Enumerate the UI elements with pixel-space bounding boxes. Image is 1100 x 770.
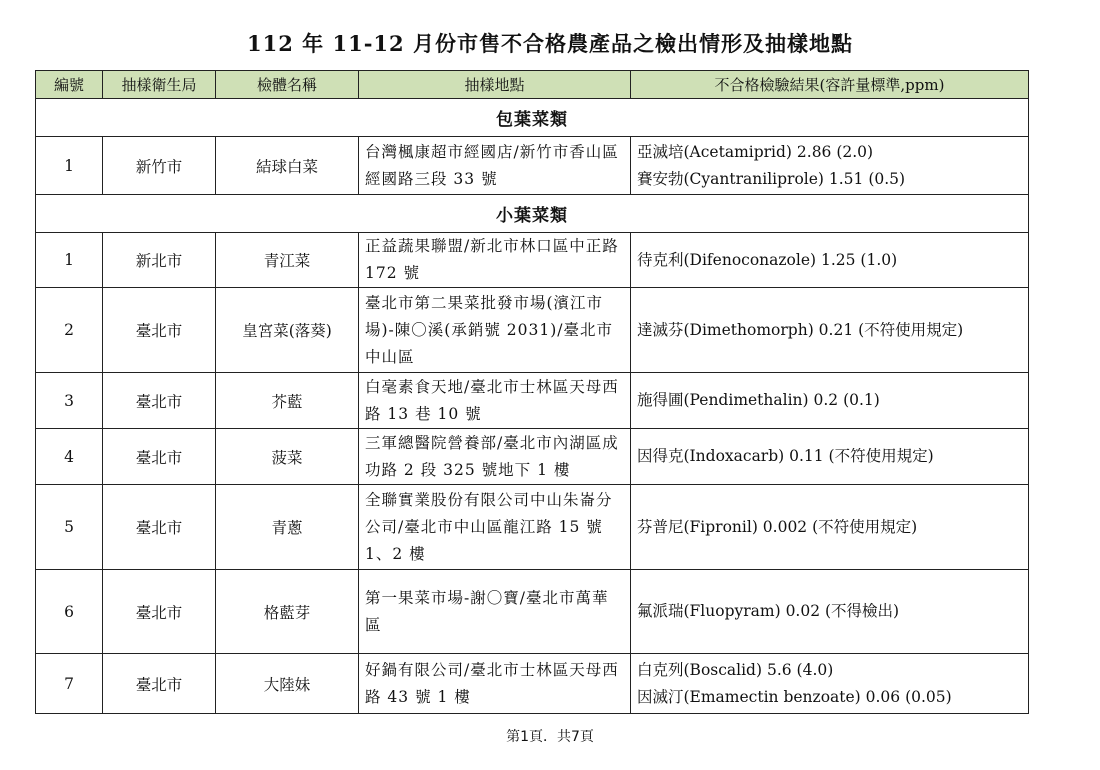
- row-bureau: 臺北市: [103, 485, 216, 570]
- row-location: 三軍總醫院營養部/臺北市內湖區成功路 2 段 325 號地下 1 樓: [359, 429, 631, 485]
- table-row: [36, 373, 1029, 429]
- result-line: 達滅芬(Dimethomorph) 0.21 (不符使用規定): [637, 320, 964, 339]
- category-label: 包葉菜類: [36, 99, 1029, 137]
- row-sample-name: 皇宮菜(落葵): [216, 288, 359, 373]
- result-line: 亞滅培(Acetamiprid) 2.86 (2.0): [637, 142, 874, 161]
- row-location: 白毫素食天地/臺北市士林區天母西路 13 巷 10 號: [359, 373, 631, 429]
- row-location: 正益蔬果聯盟/新北市林口區中正路 172 號: [359, 233, 631, 288]
- row-number: 1: [36, 233, 103, 288]
- row-result: [631, 485, 1029, 570]
- row-result: [631, 570, 1029, 654]
- row-number: 6: [36, 570, 103, 654]
- row-bureau: 臺北市: [103, 373, 216, 429]
- result-line: 待克利(Difenoconazole) 1.25 (1.0): [637, 250, 898, 269]
- table-row: [36, 485, 1029, 570]
- row-bureau: 臺北市: [103, 570, 216, 654]
- row-location: 台灣楓康超市經國店/新竹市香山區經國路三段 33 號: [359, 137, 631, 195]
- row-result: [631, 373, 1029, 429]
- header-bureau: 抽樣衛生局: [103, 71, 216, 99]
- page-title: 112 年 11-12 月份市售不合格農產品之檢出情形及抽樣地點: [247, 31, 853, 56]
- category-row: [36, 195, 1029, 233]
- result-line: 氟派瑞(Fluopyram) 0.02 (不得檢出): [637, 602, 900, 620]
- row-bureau: 臺北市: [103, 288, 216, 373]
- row-bureau: 新竹市: [103, 137, 216, 195]
- row-bureau: 新北市: [103, 233, 216, 288]
- table-row: [36, 233, 1029, 288]
- header-number: 編號: [36, 71, 103, 99]
- row-result: [631, 654, 1029, 714]
- header-result: 不合格檢驗結果(容許量標準,ppm): [631, 71, 1029, 99]
- table-row: [36, 288, 1029, 373]
- row-number: 7: [36, 654, 103, 714]
- row-sample-name: 菠菜: [216, 429, 359, 485]
- row-sample-name: 芥藍: [216, 373, 359, 429]
- row-location: 全聯實業股份有限公司中山朱崙分公司/臺北市中山區龍江路 15 號 1、2 樓: [359, 485, 631, 570]
- header-location: 抽樣地點: [359, 71, 631, 99]
- category-label: 小葉菜類: [36, 195, 1029, 233]
- row-location: 臺北市第二果菜批發市場(濱江市場)-陳〇溪(承銷號 2031)/臺北市中山區: [359, 288, 631, 373]
- row-result: [631, 288, 1029, 373]
- table-row: [36, 429, 1029, 485]
- result-line: 施得圃(Pendimethalin) 0.2 (0.1): [637, 391, 880, 409]
- category-row: [36, 99, 1029, 137]
- result-line: 芬普尼(Fipronil) 0.002 (不符使用規定): [637, 517, 918, 536]
- row-result: [631, 233, 1029, 288]
- results-table: [35, 70, 1029, 714]
- table-row: [36, 570, 1029, 654]
- row-sample-name: 青蔥: [216, 485, 359, 570]
- row-sample-name: 青江菜: [216, 233, 359, 288]
- row-number: 4: [36, 429, 103, 485]
- result-line: 白克列(Boscalid) 5.6 (4.0): [637, 660, 834, 679]
- row-number: 2: [36, 288, 103, 373]
- row-sample-name: 大陸妹: [216, 654, 359, 714]
- row-result: [631, 429, 1029, 485]
- row-number: 5: [36, 485, 103, 570]
- row-location: 第一果菜市場-謝〇寶/臺北市萬華區: [359, 570, 631, 654]
- table-header-row: [36, 71, 1029, 99]
- page-footer: 第1頁．共7頁: [506, 729, 594, 745]
- table-row: [36, 654, 1029, 714]
- row-result: [631, 137, 1029, 195]
- row-bureau: 臺北市: [103, 429, 216, 485]
- header-sample: 檢體名稱: [216, 71, 359, 99]
- row-location: 好鍋有限公司/臺北市士林區天母西路 43 號 1 樓: [359, 654, 631, 714]
- row-sample-name: 格藍芽: [216, 570, 359, 654]
- result-line: 因滅汀(Emamectin benzoate) 0.06 (0.05): [637, 687, 952, 706]
- table-row: [36, 137, 1029, 195]
- result-line: 因得克(Indoxacarb) 0.11 (不符使用規定): [637, 447, 934, 465]
- row-bureau: 臺北市: [103, 654, 216, 714]
- result-line: 賽安勃(Cyantraniliprole) 1.51 (0.5): [637, 169, 906, 188]
- row-sample-name: 結球白菜: [216, 137, 359, 195]
- row-number: 3: [36, 373, 103, 429]
- row-number: 1: [36, 137, 103, 195]
